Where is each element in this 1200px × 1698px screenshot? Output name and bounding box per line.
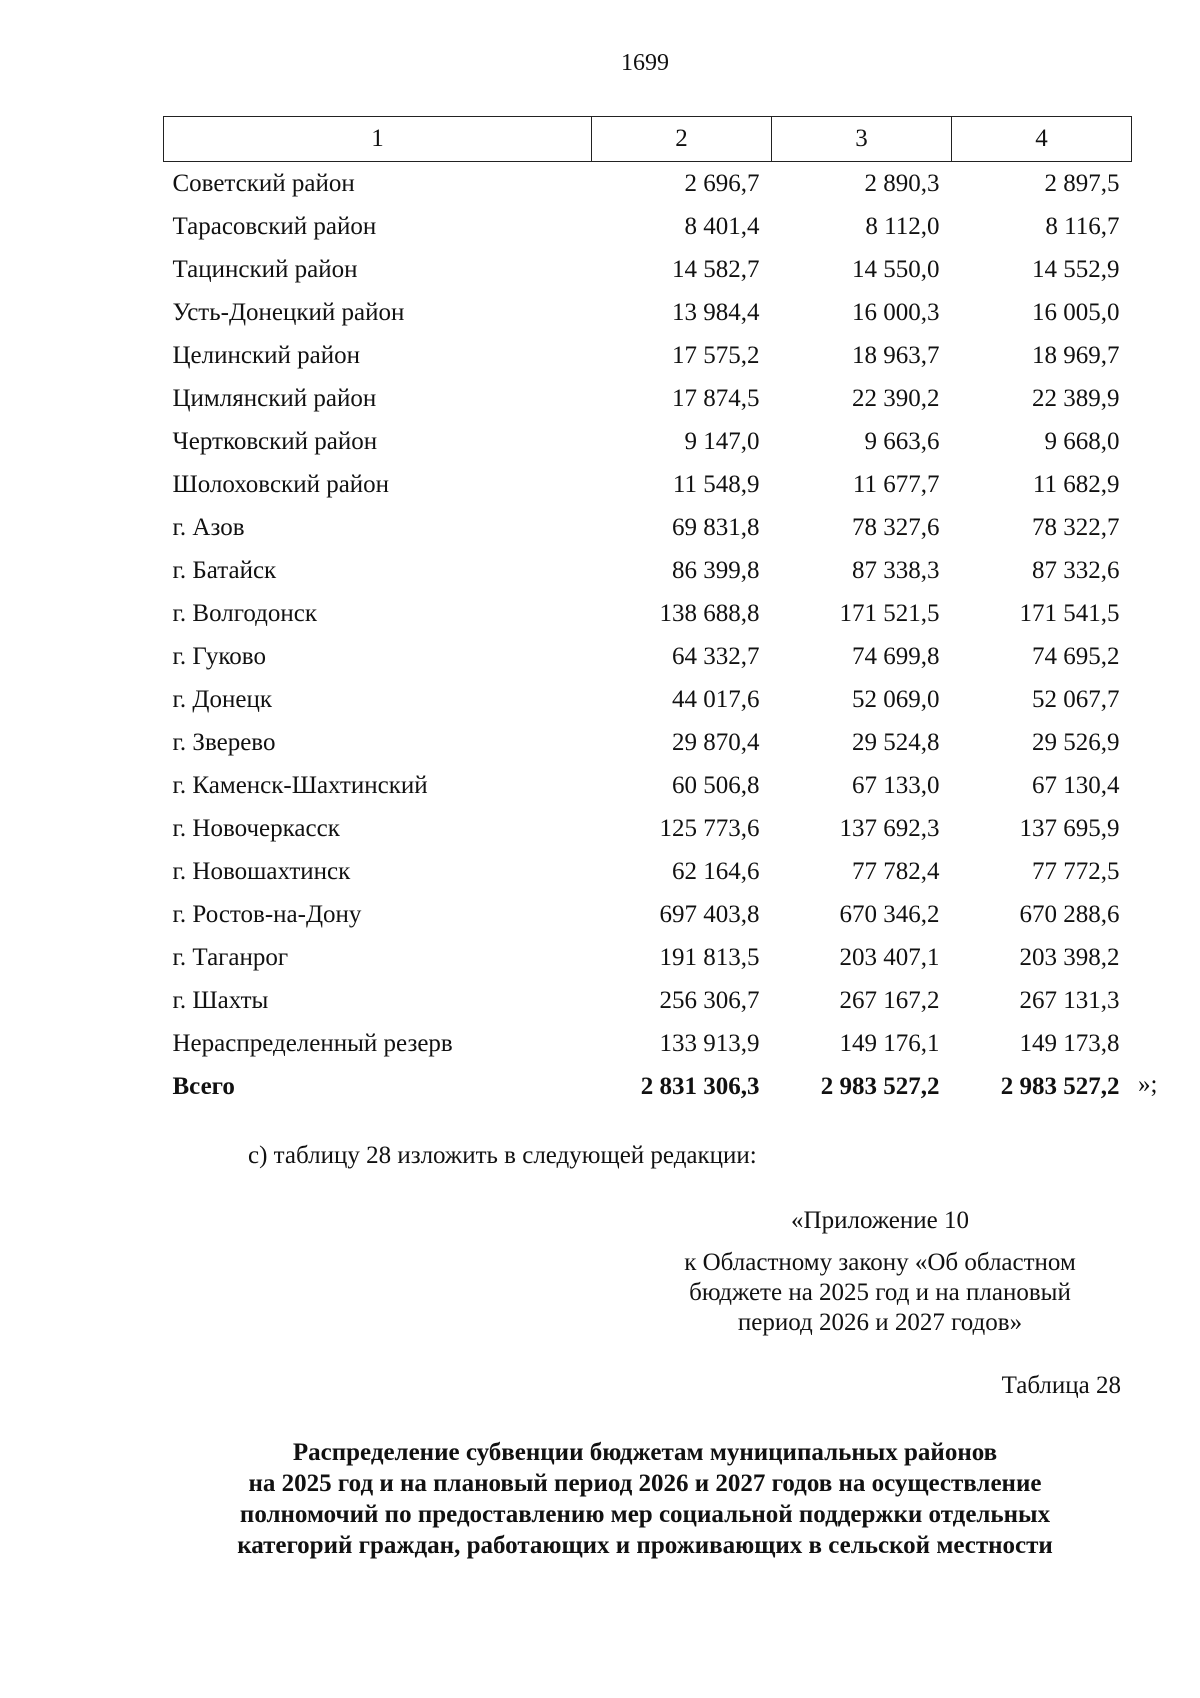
row-label: Целинский район — [172, 341, 360, 369]
value-cell-col3: 18 963,7 — [852, 341, 940, 369]
value-cell-col3: 9 663,6 — [864, 427, 940, 455]
value-cell-col2: 64 332,7 — [672, 642, 760, 670]
document-title — [150, 1437, 1140, 1561]
row-label: Шолоховский район — [172, 470, 390, 498]
row-label: г. Шахты — [172, 986, 269, 1014]
value-cell-col4: 22 389,9 — [1032, 384, 1120, 412]
instruction-text: с) таблицу 28 изложить в следующей редакции: — [248, 1142, 757, 1169]
value-cell-col2: 125 773,6 — [659, 814, 760, 842]
value-cell-col3: 670 346,2 — [839, 900, 940, 928]
value-cell-col3: 2 890,3 — [864, 169, 940, 197]
value-cell-col3: 149 176,1 — [839, 1029, 940, 1057]
value-cell-col2: 60 506,8 — [672, 771, 760, 799]
value-cell-col3: 16 000,3 — [852, 298, 940, 326]
value-cell-col2: 13 984,4 — [672, 298, 760, 326]
row-label: г. Новочеркасск — [172, 814, 340, 842]
appendix-title: «Приложение 10 — [791, 1207, 969, 1234]
value-cell-col3: 203 407,1 — [839, 943, 940, 971]
table-row — [164, 678, 1132, 721]
value-cell-col4: 18 969,7 — [1032, 341, 1120, 369]
value-cell-col3: 67 133,0 — [852, 771, 940, 799]
row-label: Чертковский район — [172, 427, 378, 455]
row-label: г. Ростов-на-Дону — [172, 900, 362, 928]
row-label: Цимлянский район — [172, 384, 377, 412]
appendix-line: к Областному закону «Об областном — [684, 1249, 1076, 1276]
document-title-line: Распределение субвенции бюджетам муниципальных районов — [292, 1439, 998, 1466]
value-cell-col2: 697 403,8 — [659, 900, 760, 928]
value-cell-col2: 29 870,4 — [672, 728, 760, 756]
value-cell-col4: 29 526,9 — [1032, 728, 1120, 756]
value-cell-col3: 52 069,0 — [852, 685, 940, 713]
value-cell-col2: 2 831 306,3 — [640, 1072, 760, 1100]
row-label: Нераспределенный резерв — [172, 1029, 453, 1057]
table-row — [164, 248, 1132, 291]
value-cell-col2: 133 913,9 — [659, 1029, 760, 1057]
value-cell-col4: 74 695,2 — [1032, 642, 1120, 670]
table-row — [164, 893, 1132, 936]
value-cell-col4: 11 682,9 — [1032, 470, 1120, 498]
value-cell-col2: 62 164,6 — [672, 857, 760, 885]
value-cell-col2: 256 306,7 — [659, 986, 760, 1014]
value-cell-col2: 69 831,8 — [672, 513, 760, 541]
table-row — [164, 764, 1132, 807]
table-row — [164, 549, 1132, 592]
value-cell-col4: 87 332,6 — [1032, 556, 1120, 584]
table-number: Таблица 28 — [1001, 1372, 1121, 1399]
value-cell-col3: 2 983 527,2 — [820, 1072, 940, 1100]
appendix-line: период 2026 и 2027 годов» — [737, 1309, 1023, 1336]
table-row — [164, 807, 1132, 850]
value-cell-col2: 17 575,2 — [672, 341, 760, 369]
closing-mark: »; — [1138, 1071, 1158, 1098]
document-title-line: полномочий по предоставлению мер социальной поддержки отдельных — [239, 1501, 1051, 1528]
value-cell-col4: 149 173,8 — [1019, 1029, 1120, 1057]
value-cell-col3: 78 327,6 — [852, 513, 940, 541]
row-label: г. Таганрог — [172, 943, 289, 971]
value-cell-col3: 11 677,7 — [852, 470, 940, 498]
column-header-2: 2 — [592, 117, 772, 162]
value-cell-col4: 9 668,0 — [1044, 427, 1120, 455]
value-cell-col4: 203 398,2 — [1019, 943, 1120, 971]
table-row — [164, 979, 1132, 1022]
value-cell-col2: 138 688,8 — [659, 599, 760, 627]
table-row — [164, 420, 1132, 463]
appendix-line: бюджете на 2025 год и на плановый — [689, 1279, 1071, 1306]
table-row — [164, 463, 1132, 506]
column-header-4: 4 — [952, 117, 1132, 162]
table-row — [164, 1022, 1132, 1065]
table-row — [164, 850, 1132, 893]
value-cell-col2: 191 813,5 — [659, 943, 760, 971]
value-cell-col2: 2 696,7 — [684, 169, 760, 197]
row-label: Тацинский район — [172, 255, 358, 283]
table-row — [164, 162, 1132, 206]
value-cell-col4: 16 005,0 — [1032, 298, 1120, 326]
table-row — [164, 721, 1132, 764]
value-cell-col4: 77 772,5 — [1032, 857, 1120, 885]
row-label: г. Гуково — [172, 642, 266, 670]
row-label: г. Батайск — [172, 556, 277, 584]
table-row — [164, 377, 1132, 420]
row-label: Усть-Донецкий район — [172, 298, 405, 326]
value-cell-col3: 22 390,2 — [852, 384, 940, 412]
value-cell-col3: 87 338,3 — [852, 556, 940, 584]
table-row — [164, 592, 1132, 635]
row-label: Всего — [172, 1072, 235, 1100]
page-number: 1699 — [621, 50, 669, 76]
value-cell-col4: 78 322,7 — [1032, 513, 1120, 541]
table-row — [164, 936, 1132, 979]
value-cell-col3: 77 782,4 — [852, 857, 940, 885]
row-label: г. Новошахтинск — [172, 857, 351, 885]
row-label: Советский район — [172, 169, 355, 197]
row-label: г. Азов — [172, 513, 245, 541]
value-cell-col4: 14 552,9 — [1032, 255, 1120, 283]
value-cell-col2: 14 582,7 — [672, 255, 760, 283]
value-cell-col3: 14 550,0 — [852, 255, 940, 283]
value-cell-col3: 137 692,3 — [839, 814, 940, 842]
document-title-line: категорий граждан, работающих и проживающих в сельской местности — [237, 1532, 1053, 1559]
table-body — [164, 162, 1132, 1109]
value-cell-col4: 67 130,4 — [1032, 771, 1120, 799]
row-label: г. Каменск-Шахтинский — [172, 771, 428, 799]
value-cell-col3: 8 112,0 — [865, 212, 940, 240]
value-cell-col4: 2 897,5 — [1044, 169, 1120, 197]
value-cell-col2: 11 548,9 — [672, 470, 760, 498]
value-cell-col2: 8 401,4 — [684, 212, 760, 240]
row-label: г. Волгодонск — [172, 599, 318, 627]
row-label: Тарасовский район — [172, 212, 377, 240]
table-row — [164, 334, 1132, 377]
table-row — [164, 205, 1132, 248]
value-cell-col4: 137 695,9 — [1019, 814, 1120, 842]
column-header-3: 3 — [772, 117, 952, 162]
budget-table — [163, 116, 1132, 1108]
value-cell-col2: 86 399,8 — [672, 556, 760, 584]
document-title-line: на 2025 год и на плановый период 2026 и 2027 годов на осуществление — [248, 1470, 1042, 1497]
table-row — [164, 506, 1132, 549]
value-cell-col3: 29 524,8 — [852, 728, 940, 756]
value-cell-col3: 171 521,5 — [839, 599, 940, 627]
value-cell-col4: 8 116,7 — [1045, 212, 1120, 240]
appendix-note — [620, 1206, 1140, 1338]
value-cell-col4: 267 131,3 — [1019, 986, 1120, 1014]
value-cell-col3: 267 167,2 — [839, 986, 940, 1014]
table-header-row — [164, 117, 1132, 162]
row-label: г. Зверево — [172, 728, 276, 756]
row-label: г. Донецк — [172, 685, 272, 713]
value-cell-col2: 17 874,5 — [672, 384, 760, 412]
table-total-row — [164, 1065, 1132, 1108]
column-header-1: 1 — [164, 117, 592, 162]
value-cell-col2: 44 017,6 — [672, 685, 760, 713]
value-cell-col4: 52 067,7 — [1032, 685, 1120, 713]
table-row — [164, 635, 1132, 678]
value-cell-col4: 670 288,6 — [1019, 900, 1120, 928]
value-cell-col2: 9 147,0 — [684, 427, 760, 455]
value-cell-col4: 2 983 527,2 — [1000, 1072, 1120, 1100]
value-cell-col4: 171 541,5 — [1019, 599, 1120, 627]
value-cell-col3: 74 699,8 — [852, 642, 940, 670]
table-row — [164, 291, 1132, 334]
